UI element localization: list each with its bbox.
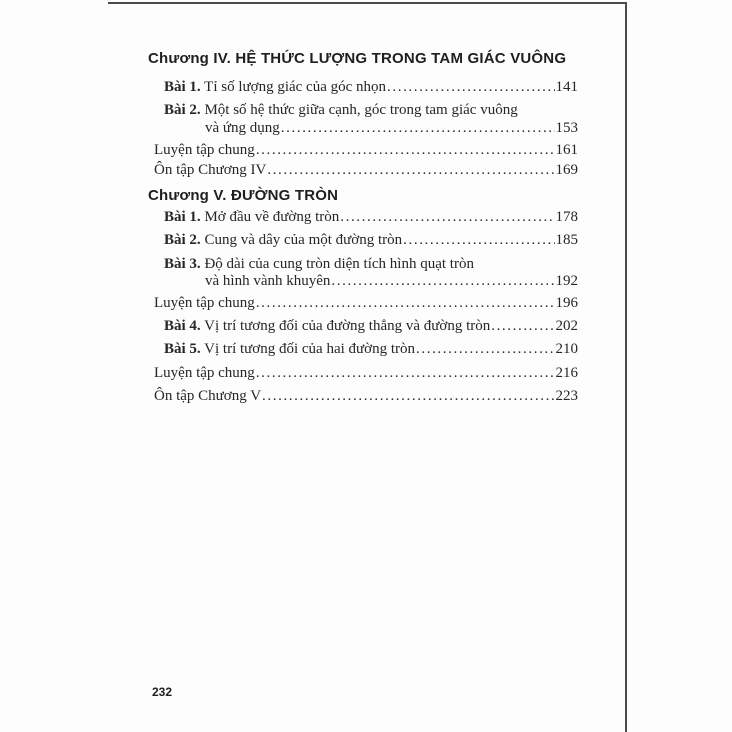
entry-page: 202 (555, 318, 578, 334)
page-number: 232 (152, 685, 173, 699)
entry-text: Ôn tập Chương IV (154, 162, 267, 178)
entry-page: 192 (555, 273, 578, 289)
page-edge-top (108, 2, 627, 4)
toc-entry (148, 79, 578, 96)
toc-entry (148, 162, 578, 179)
toc-entry (148, 232, 578, 249)
dot-leader (256, 142, 555, 159)
entry-title: Cung và dây của một đường tròn (204, 232, 403, 248)
entry-text (164, 79, 386, 96)
entry-page: 223 (555, 388, 578, 404)
entry-page: 196 (555, 295, 578, 311)
entry-page: 161 (555, 142, 578, 158)
entry-label: Bài 2. (164, 232, 201, 248)
entry-page: 216 (555, 365, 578, 381)
toc-entry (148, 295, 578, 312)
chapter-heading: Chương IV. HỆ THỨC LƯỢNG TRONG TAM GIÁC VUÔNG (148, 50, 567, 67)
entry-page: 178 (555, 209, 578, 225)
toc-entry (148, 365, 578, 382)
page-edge-right (625, 2, 627, 732)
dot-leader (256, 365, 555, 382)
entry-label: Bài 5. (164, 341, 201, 357)
entry-text: Luyện tập chung (154, 295, 255, 311)
entry-text (164, 102, 518, 119)
entry-page: 153 (555, 120, 578, 136)
entry-label: Bài 1. (164, 79, 201, 95)
entry-label: Bài 3. (164, 256, 201, 272)
entry-title: Độ dài của cung tròn diện tích hình quạt tròn (204, 256, 474, 272)
entry-text: Luyện tập chung (154, 365, 255, 381)
entry-text: và ứng dụng (205, 120, 280, 136)
dot-leader (403, 232, 554, 249)
dot-leader (340, 209, 554, 226)
entry-page: 169 (555, 162, 578, 178)
dot-leader (267, 162, 554, 179)
toc-entry (148, 209, 578, 226)
entry-text (164, 209, 339, 226)
entry-text (164, 341, 415, 358)
entry-title: Vị trí tương đối của hai đường tròn (204, 341, 416, 357)
chapter-heading: Chương V. ĐƯỜNG TRÒN (148, 187, 339, 204)
entry-page: 185 (555, 232, 578, 248)
entry-page: 210 (555, 341, 578, 357)
dot-leader (416, 341, 554, 358)
entry-text (164, 318, 490, 335)
entry-title: Tỉ số lượng giác của góc nhọn (204, 79, 387, 95)
entry-text (164, 256, 474, 273)
toc-entry (148, 318, 578, 335)
toc-entry (148, 388, 578, 405)
dot-leader (281, 120, 555, 137)
entry-title: Vị trí tương đối của đường thẳng và đường tròn (204, 318, 491, 334)
entry-label: Bài 1. (164, 209, 201, 225)
dot-leader (387, 79, 554, 96)
toc-entry (148, 341, 578, 358)
toc-entry (148, 102, 578, 119)
entry-text: và hình vành khuyên (205, 273, 331, 289)
toc-entry-continuation (148, 273, 578, 290)
entry-label: Bài 2. (164, 102, 201, 118)
entry-text: Luyện tập chung (154, 142, 255, 158)
toc-entry (148, 142, 578, 159)
toc-entry-continuation (148, 120, 578, 137)
table-of-contents (148, 50, 578, 411)
entry-text: Ôn tập Chương V (154, 388, 262, 404)
entry-title: Mở đầu về đường tròn (204, 209, 340, 225)
entry-page: 141 (555, 79, 578, 95)
dot-leader (491, 318, 554, 335)
dot-leader (256, 295, 555, 312)
entry-title: Một số hệ thức giữa cạnh, góc trong tam giác vuông (204, 102, 518, 118)
dot-leader (262, 388, 554, 405)
entry-label: Bài 4. (164, 318, 201, 334)
toc-entry (148, 256, 578, 273)
entry-text (164, 232, 402, 249)
dot-leader (331, 273, 554, 290)
